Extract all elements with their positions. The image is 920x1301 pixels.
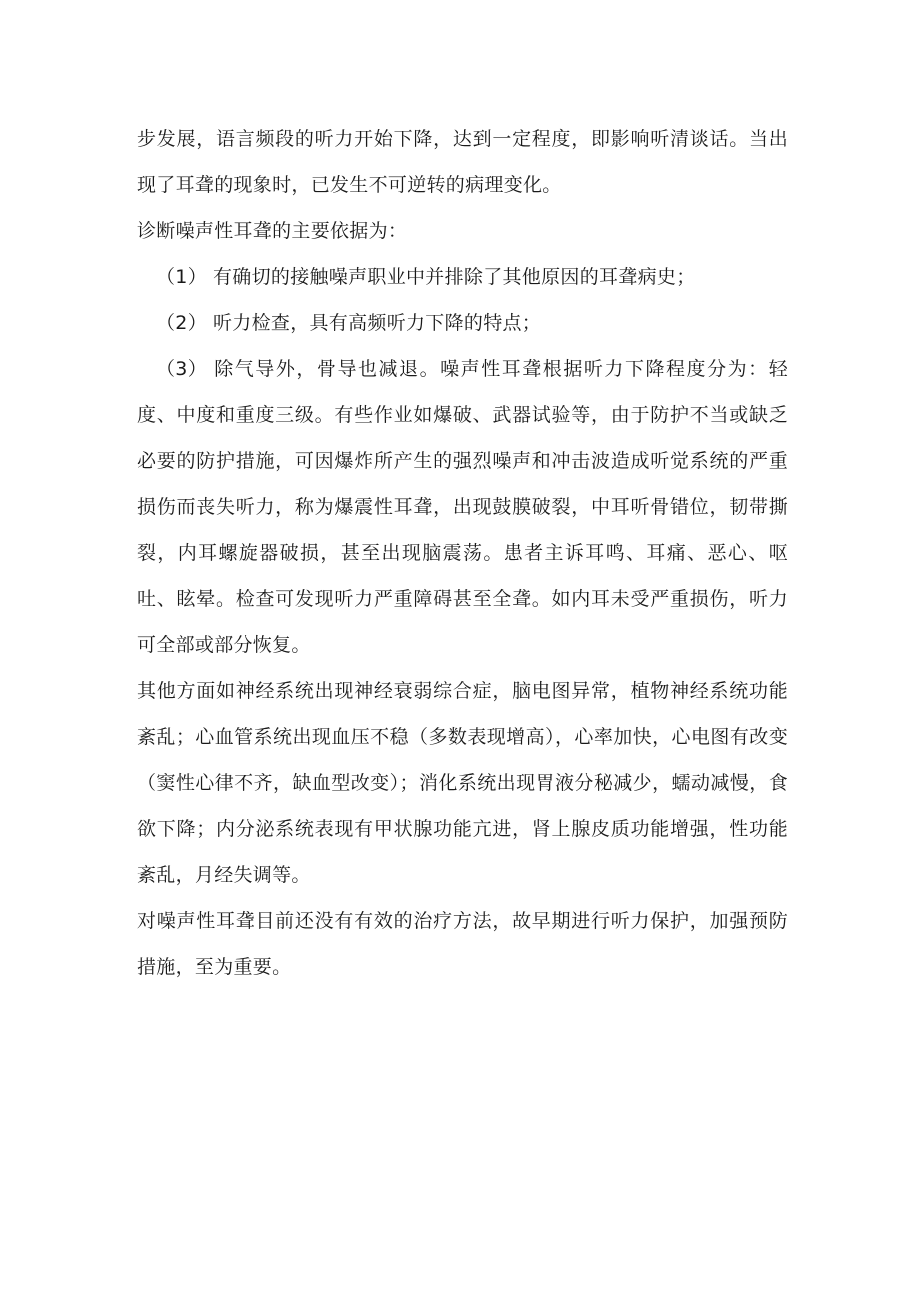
paragraph-other-effects: 其他方面如神经系统出现神经衰弱综合症，脑电图异常，植物神经系统功能紊乱；心血管系统出现血压不稳（多数表现增高），心率加快，心电图有改变（窦性心律不齐，缺血型改变）；消化系统出现胃液分秘减少，蠕动减慢，食欲下降；内分泌系统表现有甲状腺功能亢进，肾上腺皮质功能增强，性功能紊乱，月经失调等。 [137, 680, 788, 886]
list-item-text: 除气导外，骨导也减退。噪声性耳聋根据听力下降程度分为：轻度、中度和重度三级。有些作业如爆破、武器试验等，由于防护不当或缺乏必要的防护措施，可因爆炸所产生的强烈噪声和冲击波造成听觉系统的严重损伤而丧失听力，称为爆震性耳聋，出现鼓膜破裂，中耳听骨错位，韧带撕裂，内耳螺旋器破损，甚至出现脑震荡。患者主诉耳鸣、耳痛、恶心、呕吐、眩晕。检查可发现听力严重障碍甚至全聋。如内耳未受严重损伤，听力可全部或部分恢复。 [137, 358, 788, 656]
list-item-text: 有确切的接触噪声职业中并排除了其他原因的耳聋病史； [213, 266, 696, 288]
list-item-criterion-3 [137, 346, 788, 668]
list-item-number: （3） [156, 358, 207, 380]
list-item-text: 听力检查，具有高频听力下降的特点； [213, 312, 542, 334]
list-item-criterion-1 [137, 254, 788, 300]
paragraph-diagnosis-intro: 诊断噪声性耳聋的主要依据为： [137, 220, 408, 242]
list-item-number: （2） [156, 312, 207, 334]
paragraph-hearing-decline: 步发展，语言频段的听力开始下降，达到一定程度，即影响听清谈话。当出现了耳聋的现象时，已发生不可逆转的病理变化。 [137, 128, 788, 196]
paragraph-prevention: 对噪声性耳聋目前还没有有效的治疗方法，故早期进行听力保护，加强预防措施，至为重要。 [137, 910, 788, 978]
document-body [137, 116, 788, 990]
list-item-criterion-2 [137, 300, 788, 346]
list-item-number: （1） [156, 266, 207, 288]
